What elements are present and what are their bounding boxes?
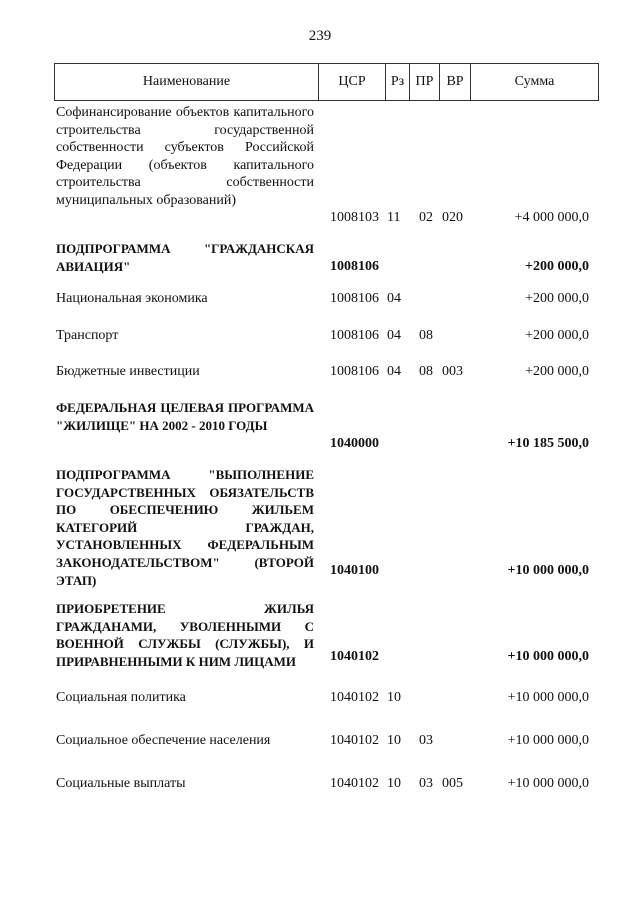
- row-sum: +200 000,0: [525, 364, 589, 379]
- row-name: Национальная экономика: [56, 291, 208, 306]
- table-row: [54, 466, 599, 588]
- row-name: Социальное обеспечение населения: [56, 733, 271, 748]
- table-row: [54, 363, 599, 381]
- row-rz: 04: [387, 328, 401, 343]
- row-sum: +10 000 000,0: [507, 563, 589, 578]
- header-vr: ВР: [440, 64, 471, 100]
- row-vr: 003: [442, 364, 463, 379]
- table-row: [54, 689, 599, 707]
- row-csr: 1008106: [330, 259, 379, 274]
- row-sum: +200 000,0: [525, 328, 589, 343]
- row-sum: +200 000,0: [525, 291, 589, 306]
- row-csr: 1008103: [330, 210, 379, 225]
- row-csr: 1040102: [330, 776, 379, 791]
- header-name: Наименование: [55, 64, 319, 100]
- row-csr: 1040000: [330, 436, 379, 451]
- row-name: Транспорт: [56, 328, 119, 343]
- row-sum: +10 185 500,0: [507, 436, 589, 451]
- row-vr: 020: [442, 210, 463, 225]
- row-name: ФЕДЕРАЛЬНАЯ ЦЕЛЕВАЯ ПРОГРАММА "ЖИЛИЩЕ" НА 2002 - 2010 ГОДЫ: [56, 400, 314, 433]
- row-name: Бюджетные инвестиции: [56, 364, 200, 379]
- row-csr: 1040102: [330, 690, 379, 705]
- row-csr: 1040102: [330, 733, 379, 748]
- row-pr: 03: [419, 776, 433, 791]
- header-csr: ЦСР: [319, 64, 386, 100]
- row-csr: 1040102: [330, 649, 379, 664]
- row-csr: 1008106: [330, 364, 379, 379]
- row-name: Социальная политика: [56, 690, 186, 705]
- row-sum: +4 000 000,0: [514, 210, 589, 225]
- row-vr: 005: [442, 776, 463, 791]
- row-rz: 11: [387, 210, 401, 225]
- row-name: ПОДПРОГРАММА "ГРАЖДАНСКАЯ АВИАЦИЯ": [56, 241, 314, 274]
- table-row: [54, 327, 599, 345]
- row-rz: 10: [387, 733, 401, 748]
- row-rz: 04: [387, 364, 401, 379]
- row-sum: +10 000 000,0: [507, 649, 589, 664]
- header-sum: Сумма: [514, 74, 555, 89]
- row-name: ПОДПРОГРАММА "ВЫПОЛНЕНИЕ ГОСУДАРСТВЕННЫХ ОБЯЗАТЕЛЬСТВ ПО ОБЕСПЕЧЕНИЮ ЖИЛЬЕМ КАТЕГОРИЙ ГРАЖДАН, УСТАНОВЛЕННЫХ ФЕДЕРАЛЬНЫМ ЗАКОНОДАТЕЛЬСТВОМ" (ВТОРОЙ ЭТАП): [56, 467, 314, 588]
- row-csr: 1008106: [330, 328, 379, 343]
- table-row: [54, 290, 599, 308]
- header-pr: ПР: [410, 64, 440, 100]
- row-csr: 1040100: [330, 563, 379, 578]
- row-rz: 10: [387, 690, 401, 705]
- row-name: Социальные выплаты: [56, 776, 186, 791]
- row-pr: 03: [419, 733, 433, 748]
- row-sum: +10 000 000,0: [507, 776, 589, 791]
- row-pr: 08: [419, 328, 433, 343]
- table-row: [54, 775, 599, 793]
- table-row: [54, 600, 599, 669]
- row-pr: 08: [419, 364, 433, 379]
- table-row: [54, 399, 599, 453]
- row-name: Софинансирование объектов капитального строительства государственной собственности субъектов Российской Федерации (объектов капитального строительства собственности муниципальных образований): [56, 105, 314, 208]
- row-sum: +200 000,0: [525, 259, 589, 274]
- row-sum: +10 000 000,0: [507, 733, 589, 748]
- header-rz: Рз: [386, 64, 410, 100]
- row-sum: +10 000 000,0: [507, 690, 589, 705]
- row-pr: 02: [419, 210, 433, 225]
- table-row: [54, 240, 599, 276]
- row-name: ПРИОБРЕТЕНИЕ ЖИЛЬЯ ГРАЖДАНАМИ, УВОЛЕННЫМИ С ВОЕННОЙ СЛУЖБЫ (СЛУЖБЫ), И ПРИРАВНЕННЫМИ К НИМ ЛИЦАМИ: [56, 601, 314, 669]
- row-rz: 04: [387, 291, 401, 306]
- table-row: [54, 104, 599, 227]
- row-rz: 10: [387, 776, 401, 791]
- table-header: [54, 63, 599, 101]
- page-number: 239: [308, 28, 332, 44]
- row-csr: 1008106: [330, 291, 379, 306]
- table-row: [54, 732, 599, 750]
